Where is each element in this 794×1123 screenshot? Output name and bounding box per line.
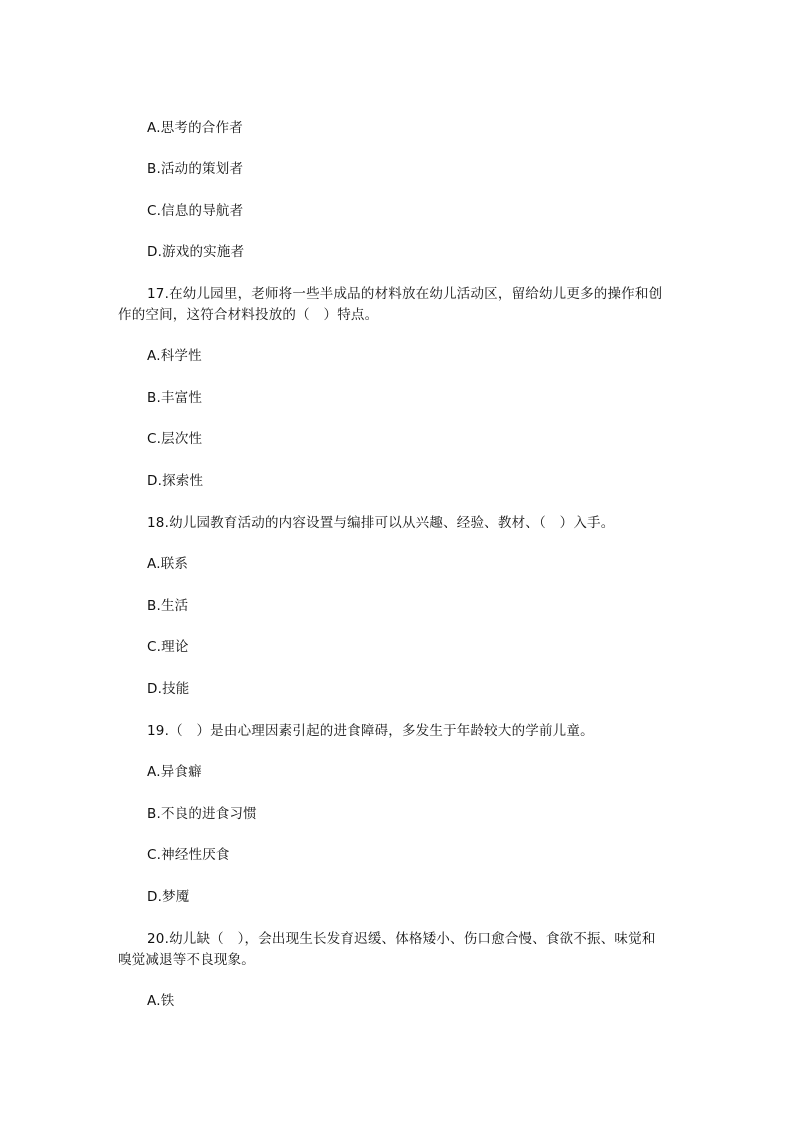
- q19-option-b: B.不良的进食习惯: [147, 806, 257, 822]
- q19-option-c: C.神经性厌食: [147, 847, 230, 863]
- q16-option-b: B.活动的策划者: [147, 161, 244, 177]
- q19-stem: 19.（ ）是由心理因素引起的进食障碍，多发生于年龄较大的学前儿童。: [147, 723, 594, 739]
- q18-option-b: B.生活: [147, 598, 189, 614]
- q19-option-d: D.梦魇: [147, 889, 190, 905]
- q17-stem-line2: 作的空间，这符合材料投放的（ ）特点。: [118, 307, 379, 323]
- q17-option-c: C.层次性: [147, 431, 203, 447]
- q18-option-d: D.技能: [147, 681, 190, 697]
- q17-option-a: A.科学性: [147, 348, 202, 364]
- q20-stem-line1: 20.幼儿缺（ ），会出现生长发育迟缓、体格矮小、伤口愈合慢、食欲不振、味觉和: [147, 931, 656, 947]
- q18-option-c: C.理论: [147, 639, 189, 655]
- q16-option-d: D.游戏的实施者: [147, 244, 245, 260]
- q17-option-b: B.丰富性: [147, 390, 203, 406]
- q16-option-c: C.信息的导航者: [147, 203, 244, 219]
- q20-stem-line2: 嗅觉减退等不良现象。: [118, 952, 255, 968]
- q20-option-a: A.铁: [147, 993, 175, 1009]
- q16-option-a: A.思考的合作者: [147, 120, 243, 136]
- q19-option-a: A.异食癖: [147, 764, 202, 780]
- q18-stem: 18.幼儿园教育活动的内容设置与编排可以从兴趣、经验、教材、（ ）入手。: [147, 515, 615, 531]
- q17-stem-line1: 17.在幼儿园里，老师将一些半成品的材料放在幼儿活动区，留给幼儿更多的操作和创: [147, 286, 663, 302]
- q18-option-a: A.联系: [147, 556, 189, 572]
- q17-option-d: D.探索性: [147, 473, 204, 489]
